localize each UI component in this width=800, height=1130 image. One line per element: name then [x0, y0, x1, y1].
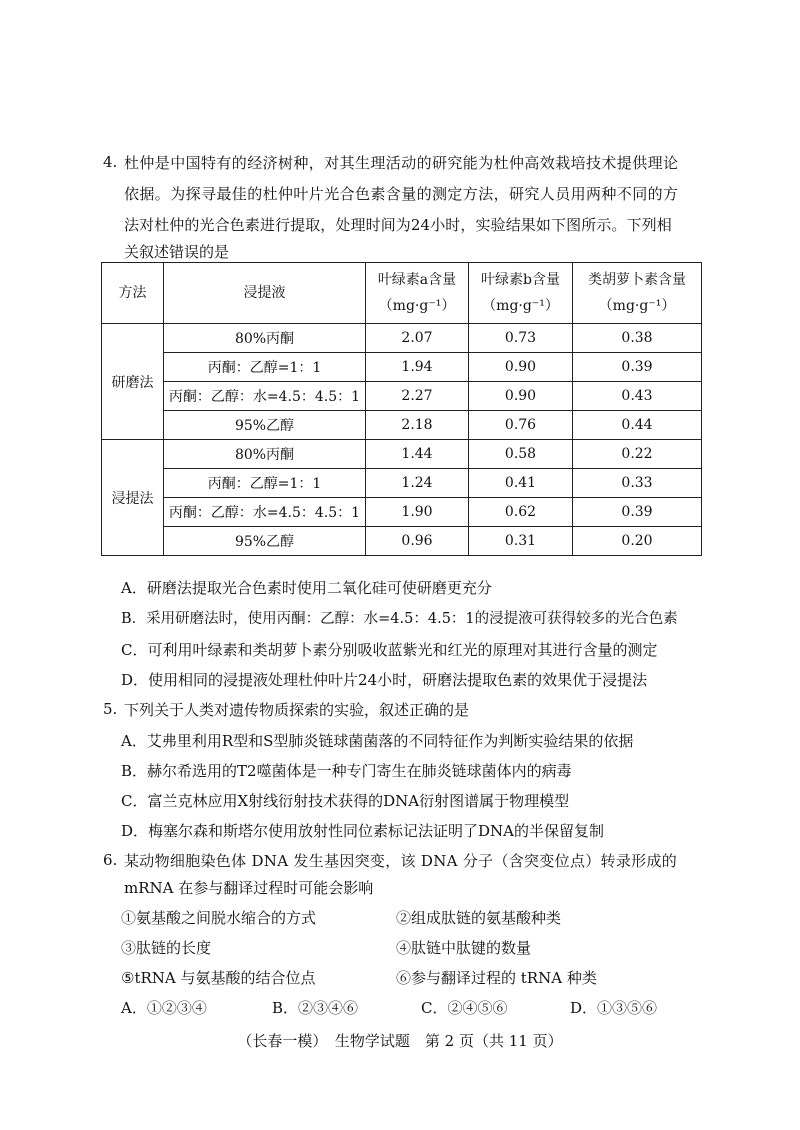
q6-item-1: ①氨基酸之间脱水缩合的方式: [121, 909, 317, 927]
chlb-cell: 0.73: [469, 324, 573, 353]
header-solvent: 浸提液: [164, 263, 366, 324]
chla-cell: 1.44: [366, 440, 469, 469]
header-chlb-unit: （mg·g⁻¹）: [482, 298, 559, 314]
table-row: [102, 382, 702, 411]
header-carotenoid: [573, 263, 702, 324]
header-method: 方法: [102, 263, 164, 324]
chlb-cell: 0.90: [469, 382, 573, 411]
table-row: [102, 353, 702, 382]
q5-option-d: D．梅塞尔森和斯塔尔使用放射性同位素标记法证明了DNA的半保留复制: [121, 822, 605, 840]
carotenoid-cell: 0.39: [573, 498, 702, 527]
carotenoid-cell: 0.38: [573, 324, 702, 353]
solvent-cell: 丙酮：乙醇：水=4.5：4.5：1: [164, 382, 366, 411]
table-header-row: [102, 263, 702, 324]
q6-option-c: C．②④⑤⑥: [421, 999, 508, 1017]
q4-option-c: C．可利用叶绿素和类胡萝卜素分别吸收蓝紫光和红光的原理对其进行含量的测定: [121, 641, 658, 659]
chla-cell: 1.90: [366, 498, 469, 527]
q6-stem-line-1: 某动物细胞染色体 DNA 发生基因突变，该 DNA 分子（含突变位点）转录形成的: [124, 852, 678, 870]
solvent-cell: 80%丙酮: [164, 324, 366, 353]
solvent-cell: 丙酮：乙醇=1：1: [164, 353, 366, 382]
method-cell: 浸提法: [102, 440, 164, 556]
table-row: [102, 498, 702, 527]
chlb-cell: 0.62: [469, 498, 573, 527]
table-row: [102, 411, 702, 440]
q5-option-b: B．赫尔希选用的T2噬菌体是一种专门寄生在肺炎链球菌体内的病毒: [121, 762, 572, 780]
solvent-cell: 丙酮：乙醇：水=4.5：4.5：1: [164, 498, 366, 527]
carotenoid-cell: 0.43: [573, 382, 702, 411]
header-chla: [366, 263, 469, 324]
q4-stem-line-4: 关叙述错误的是: [124, 243, 230, 261]
carotenoid-cell: 0.33: [573, 469, 702, 498]
q4-stem-line-2: 依据。为探寻最佳的杜仲叶片光合色素含量的测定方法，研究人员用两种不同的方: [124, 185, 679, 203]
solvent-cell: 95%乙醇: [164, 411, 366, 440]
q5-option-c: C．富兰克林应用X射线衍射技术获得的DNA衍射图谱属于物理模型: [121, 792, 570, 810]
header-chla-unit: （mg·g⁻¹）: [378, 298, 456, 314]
q6-option-d: D．①③⑤⑥: [570, 999, 658, 1017]
header-chlb-label: 叶绿素b含量: [481, 272, 560, 288]
chla-cell: 2.07: [366, 324, 469, 353]
q4-option-a: A．研磨法提取光合色素时使用二氧化硅可使研磨更充分: [121, 579, 492, 597]
header-carotenoid-unit: （mg·g⁻¹）: [598, 298, 676, 314]
q6-option-a: A．①②③④: [121, 999, 207, 1017]
q5-stem: 下列关于人类对遗传物质探索的实验，叙述正确的是: [124, 701, 470, 719]
chlb-cell: 0.90: [469, 353, 573, 382]
q4-stem-line-1: 杜仲是中国特有的经济树种，对其生理活动的研究能为杜仲高效栽培技术提供理论: [124, 154, 679, 172]
table-row: [102, 527, 702, 556]
chla-cell: 2.18: [366, 411, 469, 440]
chlb-cell: 0.76: [469, 411, 573, 440]
header-chlb: [469, 263, 573, 324]
q4-option-d: D．使用相同的浸提液处理杜仲叶片24小时，研磨法提取色素的效果优于浸提法: [121, 671, 648, 689]
q6-number: 6.: [103, 851, 118, 869]
carotenoid-cell: 0.39: [573, 353, 702, 382]
header-chla-label: 叶绿素a含量: [377, 272, 457, 288]
pigment-table: [101, 262, 702, 556]
q6-stem-line-2: mRNA 在参与翻译过程时可能会影响: [124, 879, 374, 897]
carotenoid-cell: 0.20: [573, 527, 702, 556]
q5-option-a: A．艾弗里利用R型和S型肺炎链球菌菌落的不同特征作为判断实验结果的依据: [121, 732, 634, 750]
chla-cell: 0.96: [366, 527, 469, 556]
table-row: [102, 324, 702, 353]
header-carotenoid-label: 类胡萝卜素含量: [588, 272, 686, 288]
chlb-cell: 0.41: [469, 469, 573, 498]
q6-item-3: ③肽链的长度: [121, 939, 212, 957]
chlb-cell: 0.31: [469, 527, 573, 556]
q4-stem-line-3: 法对杜仲的光合色素进行提取，处理时间为24小时，实验结果如下图所示。下列相: [124, 216, 672, 234]
solvent-cell: 丙酮：乙醇=1：1: [164, 469, 366, 498]
q4-number: 4.: [103, 153, 118, 171]
q5-number: 5.: [103, 700, 118, 718]
q6-item-4: ④肽链中肽键的数量: [396, 939, 532, 957]
q6-item-5: ⑤tRNA 与氨基酸的结合位点: [121, 969, 316, 987]
carotenoid-cell: 0.22: [573, 440, 702, 469]
q4-option-b: B．采用研磨法时，使用丙酮：乙醇：水=4.5：4.5：1的浸提液可获得较多的光合色素: [121, 611, 678, 627]
table-row: [102, 469, 702, 498]
table-row: [102, 440, 702, 469]
method-cell: 研磨法: [102, 324, 164, 440]
chla-cell: 1.24: [366, 469, 469, 498]
q6-option-b: B．②③④⑥: [272, 999, 359, 1017]
page-footer: （长春一模） 生物学试题 第 2 页（共 11 页）: [237, 1032, 563, 1050]
chla-cell: 1.94: [366, 353, 469, 382]
q6-item-6: ⑥参与翻译过程的 tRNA 种类: [396, 969, 597, 987]
q6-item-2: ②组成肽链的氨基酸种类: [396, 909, 562, 927]
chlb-cell: 0.58: [469, 440, 573, 469]
chla-cell: 2.27: [366, 382, 469, 411]
solvent-cell: 80%丙酮: [164, 440, 366, 469]
carotenoid-cell: 0.44: [573, 411, 702, 440]
solvent-cell: 95%乙醇: [164, 527, 366, 556]
